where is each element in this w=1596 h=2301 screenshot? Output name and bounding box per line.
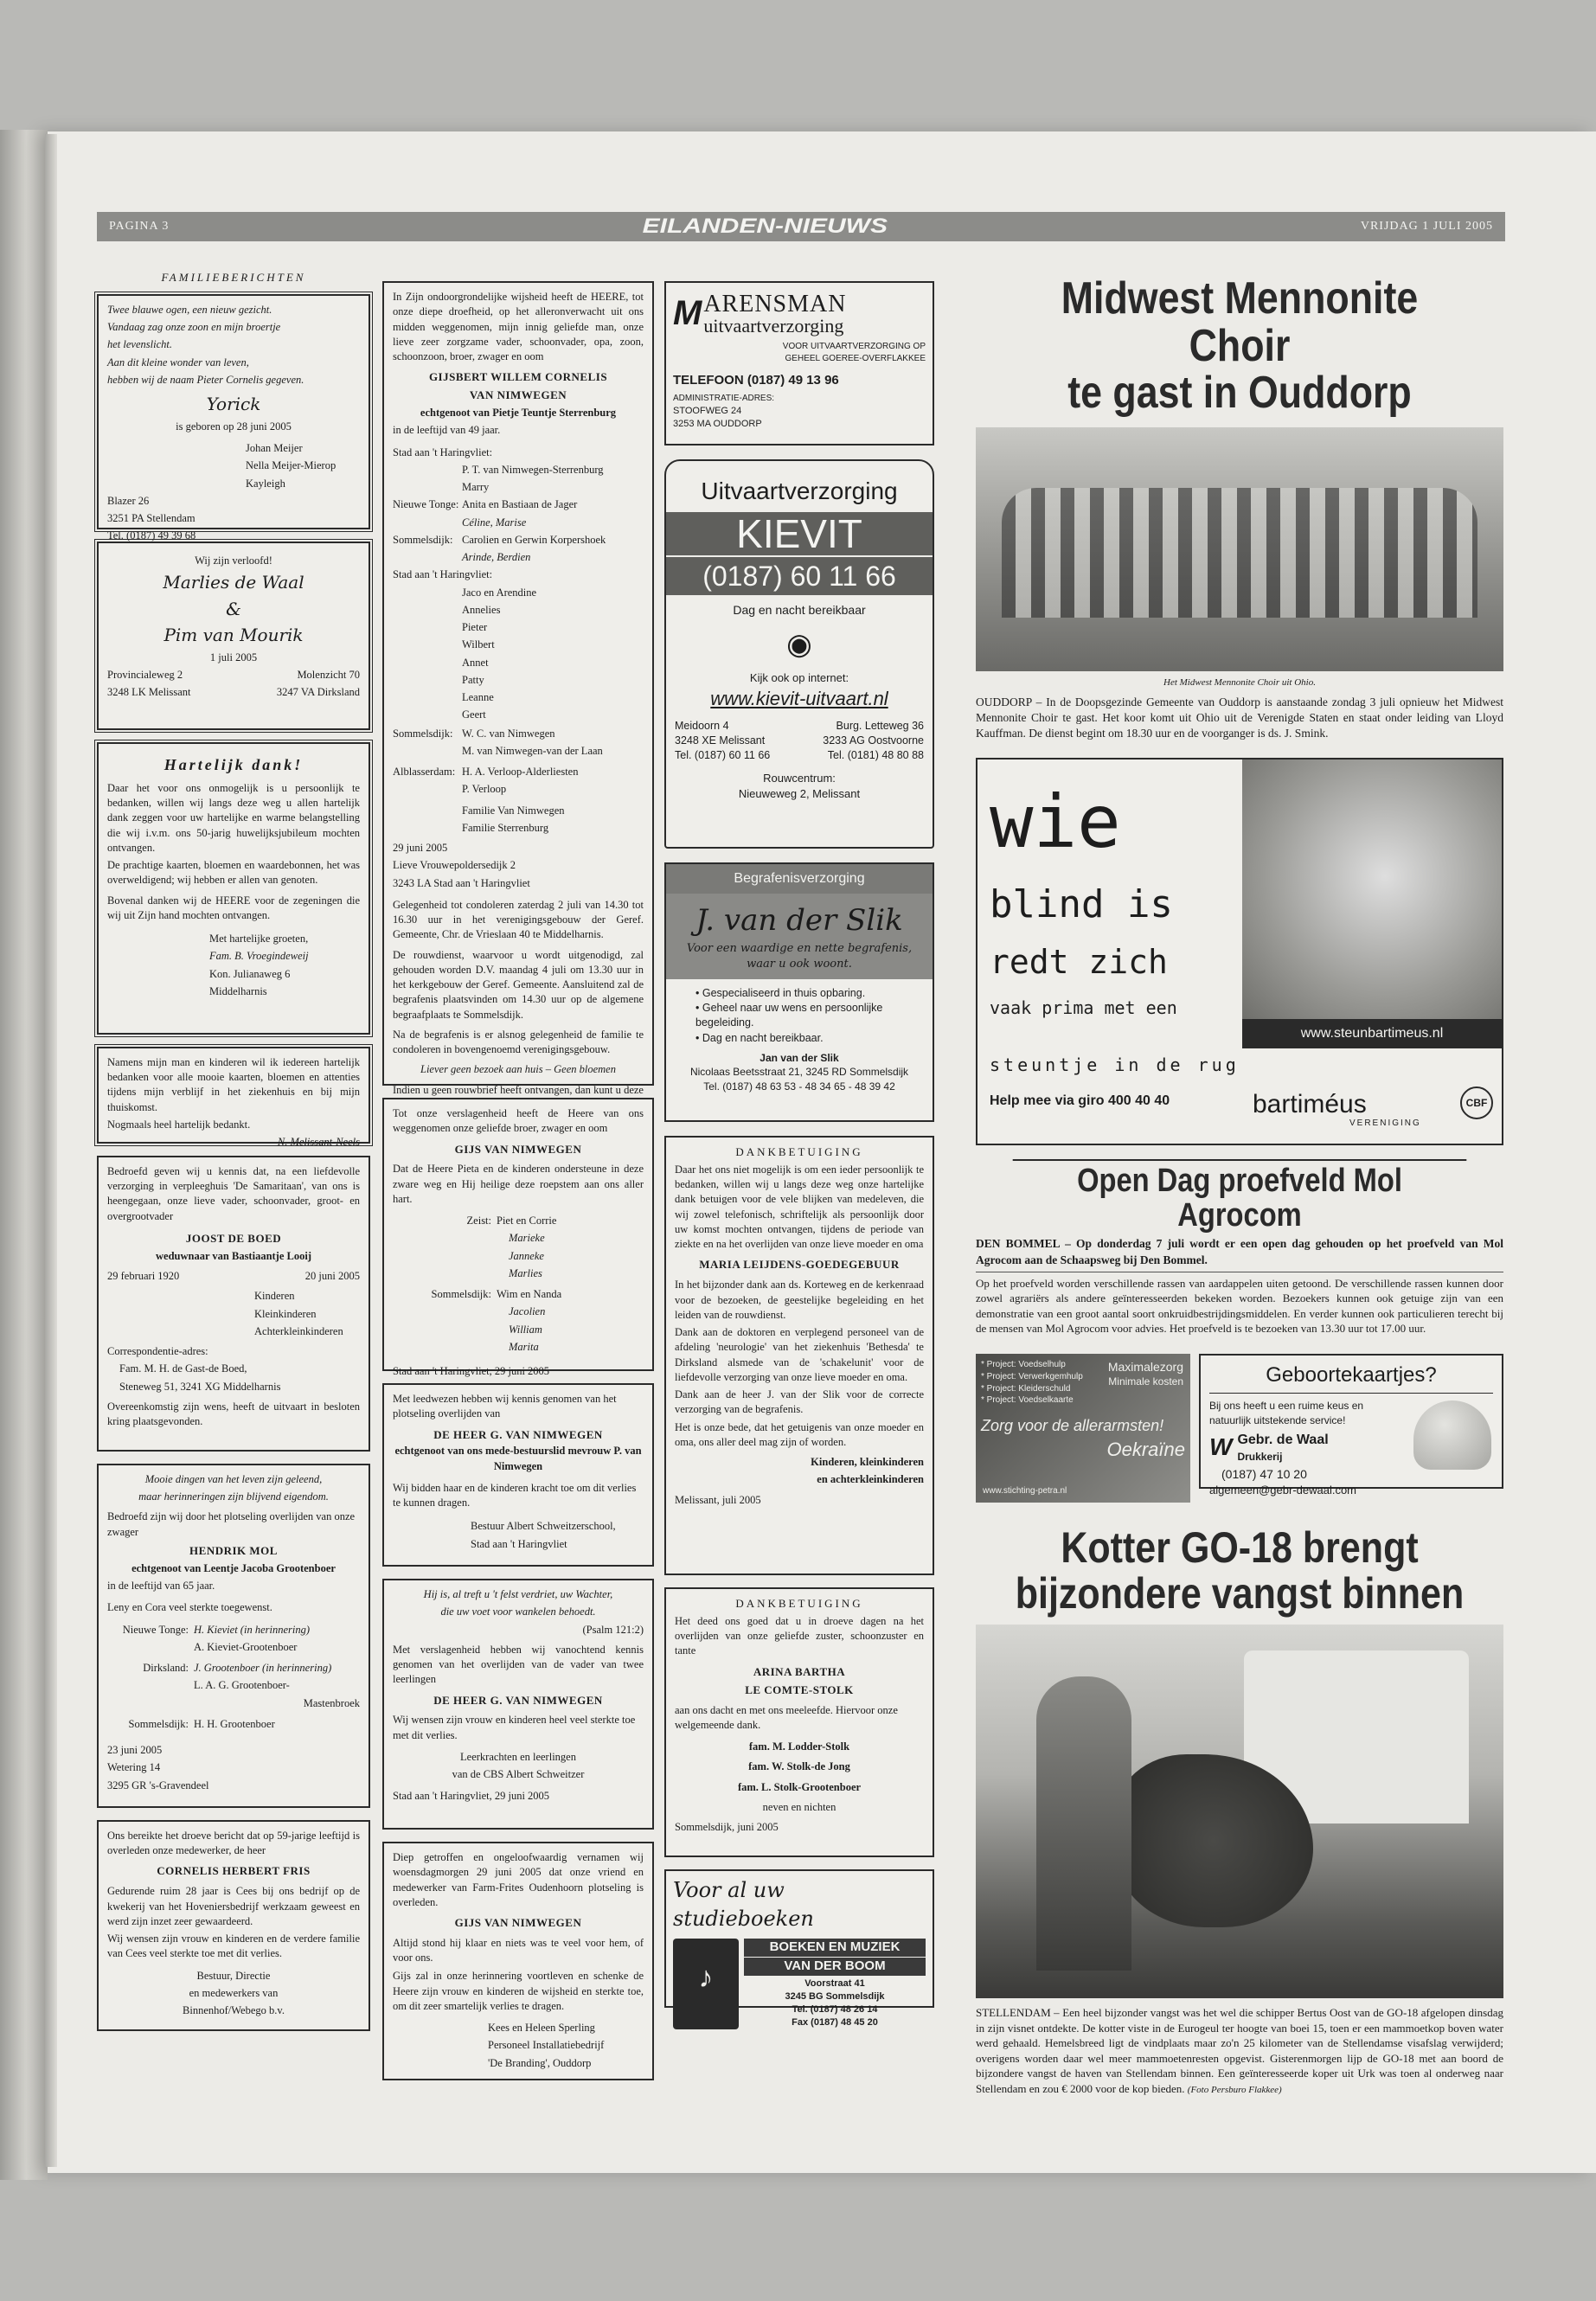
address-line: 3295 GR 's-Gravendeel bbox=[107, 1779, 209, 1791]
slogan: Voor een waardige en nette begrafenis, bbox=[686, 941, 913, 955]
gebr-de-waal-ad bbox=[1199, 1354, 1503, 1497]
relatives: Kleinkinderen bbox=[254, 1307, 317, 1320]
obituary-text: Gedurende ruim 28 jaar is Cees bij ons bedrijf op de kwekerij van het Hoveniersbedrijf werkzaam geweest en werd zijn inzet zeer gewaardeerd. bbox=[107, 1885, 360, 1927]
obituary-de-boed bbox=[97, 1156, 370, 1452]
bartimeus-ad bbox=[976, 758, 1503, 1145]
thanks-text: De prachtige kaarten, bloemen en waardebonnen, het was overweldigend; wij hebben er allen van genoten. bbox=[107, 859, 360, 887]
relative-place: Dirksland: bbox=[143, 1662, 189, 1675]
obituary-intro: Bedroefd geven wij u kennis dat, na een liefdevolle verzorging in verpleeghuis 'De Samaritaan', van ons is heengegaan, onze lieve vader, schoonvader, groot- en overgrootvader bbox=[107, 1164, 360, 1222]
address-line: Voorstraat 41 bbox=[804, 1977, 865, 1989]
signature-line: Kon. Julianaweg 6 bbox=[209, 967, 291, 980]
fiance-name: Pim van Mourik bbox=[163, 625, 304, 646]
relative-name: H. Kieviet (in herinnering) bbox=[194, 1623, 310, 1636]
relative-place: Sommelsdijk: bbox=[128, 1717, 189, 1730]
deceased-subtitle: echtgenoot van Pietje Teuntje Sterrenburg bbox=[420, 407, 617, 420]
issue-date: VRIJDAG 1 JULI 2005 bbox=[1360, 220, 1493, 233]
birth-line: Aan dit kleine wonder van leven, bbox=[107, 356, 249, 369]
phone-number: Tel. (0187) 48 26 14 bbox=[792, 2003, 878, 2015]
funeral-note: Overeenkomstig zijn wens, heeft de uitvaart in besloten kring plaatsgevonden. bbox=[107, 1400, 360, 1428]
column-obituaries bbox=[382, 281, 654, 2093]
choir-article: OUDDORP – In de Doopsgezinde Gemeente van Ouddorp is aanstaande zondag 3 juli opnieuw het Midwest Mennonite Choir te gast. Het koor komt uit Ohio uit de Verenigde Staten en staat onder leiding van Lloyd Kauffman. De dienst begint om 18.30 uur en de voorganger is ds. J. Smink. bbox=[976, 695, 1503, 740]
company-name: J. van der Slik bbox=[695, 903, 903, 939]
service-item: Dag en nacht bereikbaar. bbox=[702, 1031, 824, 1044]
deceased-name: HENDRIK MOL bbox=[189, 1543, 278, 1557]
tagline: VOOR UITVAARTVERZORGING OP bbox=[782, 342, 926, 352]
obituary-mol bbox=[97, 1464, 370, 1808]
correspondence-line: Fam. M. H. de Gast-de Boed, bbox=[119, 1362, 247, 1375]
obituary-text: Wij bidden haar en de kinderen kracht toe om dit verlies te kunnen dragen. bbox=[393, 1481, 637, 1509]
condolence-info: Na de begrafenis is er alsnog gelegenheid de familie te condoleren in bovengenoemd verenigingsgebouw. bbox=[393, 1028, 644, 1056]
signature-line: Kees en Heleen Sperling bbox=[488, 2022, 595, 2035]
project-item: * Project: Verwerkgemhulp bbox=[981, 1371, 1083, 1381]
thanks-title: DANKBETUIGING bbox=[735, 1597, 863, 1610]
thank-you-neels bbox=[97, 1047, 370, 1149]
relative-name: H. H. Grootenboer bbox=[194, 1717, 275, 1730]
fiancee-name: Marlies de Waal bbox=[163, 572, 304, 593]
choir-headline bbox=[1013, 275, 1467, 417]
deceased-name: GIJS VAN NIMWEGEN bbox=[454, 1142, 582, 1156]
relative-name: Patty bbox=[462, 673, 484, 686]
engagement-date: 1 juli 2005 bbox=[209, 651, 258, 663]
relative-name: Piet en Corrie bbox=[497, 1215, 557, 1227]
relative-name: Wilbert bbox=[462, 638, 495, 651]
address-label: ADMINISTRATIE-ADRES: bbox=[673, 394, 775, 404]
signature-line: Leerkrachten en leerlingen bbox=[460, 1750, 576, 1763]
relative-name: H. A. Verloop-Alderliesten bbox=[462, 766, 579, 779]
obituary-intro: Ons bereikte het droeve bericht dat op 59-jarige leeftijd is overleden onze medewerker, de heer bbox=[107, 1829, 360, 1857]
company-sub: uitvaartverzorging bbox=[703, 314, 844, 336]
address-line: Tel. (0187) 49 39 68 bbox=[107, 529, 196, 542]
signature-line: Met hartelijke groeten, bbox=[209, 933, 309, 945]
address-line: 3247 VA Dirksland bbox=[276, 686, 360, 699]
relative-name: Wim en Nanda bbox=[497, 1288, 562, 1301]
obituary-text: Wij wensen zijn vrouw en kinderen en de verdere familie van Cees veel sterkte toe met dit verlies. bbox=[107, 1932, 360, 1960]
van-der-slik-ad: Begrafenisverzorging J. van der Slik Voor een waardige en nette begrafenis, waar u ook woont. • Gespecialiseerd in thuis opbaring. • Geheel naar uw wens en persoonlijke begeleiding. • Dag en nacht bereikbaar. Jan van der Slik Nicolaas Beetsstraat 21, 3245 RD Sommelsdijk Tel. (0187) 48 63 53 - 48 34 65 - 48 39 42 bbox=[664, 862, 934, 1122]
relative-name: Anita en Bastiaan de Jager bbox=[462, 498, 578, 511]
relative-place: Nieuwe Tonge: bbox=[393, 498, 459, 511]
kotter-photo bbox=[976, 1625, 1503, 1998]
relative-name: Jaco en Arendine bbox=[462, 586, 537, 599]
obituary-van-nimwegen-family bbox=[382, 281, 654, 1096]
correspondence-label: Correspondentie-adres: bbox=[107, 1345, 208, 1358]
contact-name: Jan van der Slik bbox=[760, 1051, 839, 1064]
baby-photo bbox=[1413, 1400, 1491, 1470]
agrocom-article: Op het proefveld worden verschillende rassen van aardappelen uiten getoond. De verschillende rassen kunnen door zowel agrariërs als andere geïnteresseerden bekeken worden. Bezoekers kunnen ook getuige zijn van een demonstratie van een groot aantal soort onkruidbestrijdingsmiddelen. En verder kunnen ook particulieren terecht bij de mensen van Mol Agrocom voor advies. Het proefveld is te bezoeken van 13.30 uur tot 17.00 uur. bbox=[976, 1276, 1503, 1336]
relatives: Kinderen bbox=[254, 1290, 295, 1303]
parent-name: Nella Meijer-Mierop bbox=[246, 459, 337, 472]
deceased-age: in de leeftijd van 65 jaar. bbox=[107, 1580, 215, 1593]
address-line: 3233 AG Oostvoorne bbox=[823, 734, 924, 747]
address-line: Burg. Letteweg 36 bbox=[836, 719, 924, 732]
obituary-text: Gijs zal in onze herinnering voortleven en schenke de Heere zijn vrouw en kinderen de wijsheid en sterkte toe, om dit zeer smartelijk verlies te dragen. bbox=[393, 1970, 644, 2012]
address-line: 3248 LK Melissant bbox=[107, 686, 191, 699]
deceased-name: DE HEER G. VAN NIMWEGEN bbox=[433, 1427, 603, 1441]
place-date: Sommelsdijk, juni 2005 bbox=[675, 1821, 779, 1834]
relative-name: L. A. G. Grootenboer- bbox=[194, 1679, 290, 1692]
thanks-text: Bovenal danken wij de HEERE voor de zegeningen die wij uit Zijn hand mochten ontvangen. bbox=[107, 894, 360, 921]
verse-line: Hij is, al treft u 't felst verdriet, uw Wachter, bbox=[423, 1588, 613, 1600]
fisherman-icon bbox=[1036, 1676, 1131, 1971]
address-line: 3253 MA OUDDORP bbox=[673, 419, 762, 430]
relative-name: W. C. van Nimwegen bbox=[462, 727, 555, 740]
obituary-intro: Diep getroffen en ongeloofwaardig vernamen wij woensdagmorgen 29 juni 2005 dat onze vriend en medewerker van Farm-Frites Oudenhoorn plotseling is overleden. bbox=[393, 1851, 644, 1908]
thanks-text: Dank aan de heer J. van der Slik voor de correcte verzorging van de begrafenis. bbox=[675, 1388, 924, 1416]
arensman-logo-icon: M bbox=[673, 294, 697, 332]
deceased-name: VAN NIMWEGEN bbox=[469, 388, 567, 402]
family-name: fam. M. Lodder-Stolk bbox=[748, 1740, 850, 1753]
deceased-subtitle: echtgenoot van ons mede-bestuurslid mevrouw P. van Nimwegen bbox=[394, 1445, 642, 1472]
relative-name: Mastenbroek bbox=[303, 1696, 360, 1709]
relative-name: Jacolien bbox=[509, 1305, 546, 1318]
deceased-name: DE HEER G. VAN NIMWEGEN bbox=[433, 1693, 603, 1707]
section-header: FAMILIEBERICHTEN bbox=[161, 271, 306, 284]
deceased-subtitle: echtgenoot van Leentje Jacoba Grootenboer bbox=[131, 1561, 336, 1574]
obituary-fris bbox=[97, 1820, 370, 2031]
slogan-word: wie bbox=[990, 779, 1121, 864]
verse-line: Mooie dingen van het leven zijn geleend, bbox=[144, 1472, 323, 1485]
funeral-center-label: Rouwcentrum: bbox=[763, 771, 836, 785]
correspondence-line: Steneweg 51, 3241 XG Middelharnis bbox=[119, 1380, 281, 1393]
obituary-gijs-family bbox=[382, 1098, 654, 1378]
engagement-announcement bbox=[97, 542, 370, 730]
funeral-center-address: Nieuweweg 2, Melissant bbox=[738, 786, 861, 800]
verse-line: maar herinneringen zijn blijvend eigendom. bbox=[138, 1490, 329, 1503]
company-name: BOEKEN EN MUZIEK bbox=[744, 1939, 926, 1957]
deceased-age: in de leeftijd van 49 jaar. bbox=[393, 424, 501, 437]
thanks-text: In het bijzonder dank aan ds. Korteweg en de kerkenraad voor de bezoeken, de geestelijke begeleiding en het leiden van de rouwdienst. bbox=[675, 1279, 924, 1321]
promo-text: Zorg voor de allerarmsten! bbox=[981, 1417, 1164, 1435]
parent-name: Johan Meijer bbox=[246, 442, 303, 455]
ampersand: & bbox=[226, 598, 241, 619]
newspaper-logo: EILANDEN-NIEUWS bbox=[642, 215, 888, 238]
thanks-title: Hartelijk dank! bbox=[163, 755, 304, 773]
page-gutter bbox=[45, 134, 57, 2167]
obituary-intro: Tot onze verslagenheid heeft de Heere van ons weggenomen onze geliefde broer, zwager en oom bbox=[393, 1107, 644, 1135]
address-line: Blazer 26 bbox=[107, 494, 150, 507]
brand-sub: VERENIGING bbox=[1349, 1118, 1421, 1128]
relative-name: William bbox=[509, 1323, 542, 1336]
birth-line: het levenslicht. bbox=[107, 338, 172, 351]
promo-text: Oekraïne bbox=[1106, 1439, 1185, 1461]
relative-place: Sommelsdijk: bbox=[393, 727, 453, 740]
web-label: Kijk ook op internet: bbox=[749, 670, 849, 684]
wishes-text: Leny en Cora veel sterkte toegewenst. bbox=[107, 1601, 272, 1614]
deceased-name: GIJSBERT WILLEM CORNELIS bbox=[428, 370, 608, 384]
choir-photo bbox=[976, 427, 1503, 671]
photo-caption: Het Midwest Mennonite Choir uit Ohio. bbox=[1163, 676, 1316, 688]
birth-line: hebben wij de naam Pieter Cornelis gegeven. bbox=[107, 373, 304, 386]
relative-name: Janneke bbox=[509, 1249, 544, 1262]
address-line: Provincialeweg 2 bbox=[107, 669, 183, 682]
relative-name: P. T. van Nimwegen-Sterrenburg bbox=[462, 463, 604, 476]
ad-title: Geboortekaartjes? bbox=[1209, 1361, 1493, 1394]
relative-name: Arinde, Berdien bbox=[462, 551, 531, 564]
company-name: VAN DER BOOM bbox=[744, 1957, 926, 1976]
signature-line: Binnenhof/Webego b.v. bbox=[183, 2004, 285, 2017]
family-name: fam. W. Stolk-de Jong bbox=[748, 1760, 850, 1773]
brand-name: bartiméus bbox=[1253, 1089, 1367, 1118]
address-line: Molenzicht 70 bbox=[297, 669, 360, 682]
relative-place: Stad aan 't Haringvliet: bbox=[393, 445, 493, 458]
obituary-intro: Bedroefd zijn wij door het plotseling overlijden van onze zwager bbox=[107, 1510, 356, 1538]
relative-name: P. Verloop bbox=[462, 783, 507, 796]
deceased-name: MARIA LEIJDENS-GOEDEGEBUUR bbox=[699, 1258, 900, 1272]
ad-title: Begrafenisverzorging bbox=[666, 864, 933, 894]
address-line: 3245 BG Sommelsdijk bbox=[785, 1990, 885, 2002]
signature-line: van de CBS Albert Schweitzer bbox=[452, 1768, 585, 1781]
relative-name: Annet bbox=[462, 656, 489, 669]
headline-line: Midwest Mennonite Choir bbox=[1061, 273, 1419, 371]
relative-name: Marry bbox=[462, 481, 490, 494]
signature-line: Bestuur, Directie bbox=[196, 1969, 271, 1982]
relative-name: M. van Nimwegen-van der Laan bbox=[462, 744, 603, 757]
address-line: Tel. (0181) 48 80 88 bbox=[827, 749, 924, 762]
photo-credit: (Foto Persburo Flakkee) bbox=[1187, 2084, 1282, 2095]
column-news bbox=[976, 275, 1503, 2097]
notice-text: Indien u geen rouwbrief heeft ontvangen, dan kunt u deze bbox=[393, 1083, 644, 1096]
agrocom-headline: Open Dag proefveld Mol Agrocom bbox=[1013, 1159, 1467, 1234]
slogan-word: vaak prima met een bbox=[990, 997, 1177, 1018]
signature-line: en medewerkers van bbox=[189, 1986, 279, 1999]
left-page-edge bbox=[0, 130, 48, 2180]
relative-name: Marieke bbox=[509, 1232, 545, 1245]
obituary-text: Altijd stond hij klaar en niets was te veel voor hem, of voor ons. bbox=[393, 1936, 644, 1965]
thanks-text: Daar het ons niet mogelijk is om een ieder persoonlijk te bedanken, willen wij u langs deze weg onze hartelijke dank betuigen voor de vele blijken van medeleven, die wij zowel telefonisch, schriftelijk als persoonlijk door uw komst mochten ontvangen, tijdens de periode van ziekte en na het overlijden van onze lieve moeder en oma bbox=[675, 1163, 924, 1251]
birth-date: is geboren op 28 juni 2005 bbox=[176, 420, 292, 433]
relatives: Achterkleinkinderen bbox=[254, 1324, 343, 1337]
ad-text: Bij ons heeft u een ruime keus en bbox=[1209, 1400, 1364, 1413]
donation-giro: Help mee via giro 400 40 40 bbox=[990, 1093, 1170, 1108]
waal-logo-icon: W bbox=[1209, 1433, 1233, 1461]
deceased-name: JOOST DE BOED bbox=[185, 1231, 282, 1245]
signature-line: Personeel Installatiebedrijf bbox=[488, 2039, 605, 2052]
relative-name: Geert bbox=[462, 708, 486, 721]
birth-date: 29 februari 1920 bbox=[107, 1270, 180, 1283]
slogan: waar u ook woont. bbox=[747, 957, 852, 971]
ads-row bbox=[976, 1354, 1503, 1503]
relative-name: Marita bbox=[509, 1340, 539, 1353]
signature-line: Bestuur Albert Schweitzerschool, bbox=[471, 1520, 616, 1533]
thanks-text: Het deed ons goed dat u in droeve dagen na het overlijden van onze geliefde zuster, schoonzuster en tante bbox=[675, 1614, 924, 1657]
signature-line: 'De Branding', Ouddorp bbox=[488, 2056, 592, 2069]
promo-text: Maximalezorg bbox=[1107, 1360, 1183, 1375]
headline-line: bijzondere vangst binnen bbox=[1015, 1568, 1465, 1618]
address-line: Lieve Vrouwepoldersedijk 2 bbox=[393, 859, 516, 872]
thanks-text: Daar het voor ons onmogelijk is u persoonlijk te bedanken, willen wij langs deze weg u allen hartelijk dank zeggen voor uw hartelijke en warme belangstelling die wij i.v.m. ons 50-jarig huwelijksjubileum mochten ontvangen. bbox=[107, 781, 360, 854]
relative-place: Sommelsdijk: bbox=[431, 1288, 491, 1301]
kievit-ad bbox=[664, 459, 934, 849]
deceased-name: CORNELIS HERBERT FRIS bbox=[157, 1864, 311, 1878]
sibling-name: Kayleigh bbox=[246, 477, 285, 490]
agrocom-lead: DEN BOMMEL – Op donderdag 7 juli wordt er een open dag gehouden op het proefveld van Mol Agrocom aan de Schaapsweg bij Den Bommel. bbox=[976, 1236, 1503, 1272]
relative-name: Carolien en Gerwin Korpershoek bbox=[462, 533, 606, 546]
birth-announcement bbox=[97, 294, 370, 542]
thanks-text: Dank aan de doktoren en verplegend personeel van de afdeling 'neurologie' van het ziekenhuis 'Bethesda' te Dirksland alsmede van de 'schakelunit' voor de liefdevolle verzorging van onze lieve moeder en oma. bbox=[675, 1326, 924, 1383]
company-name: ARENSMAN bbox=[703, 290, 847, 317]
tagline: GEHEEL GOEREE-OVERFLAKKEE bbox=[785, 353, 926, 363]
relative-name: Familie Sterrenburg bbox=[462, 821, 549, 834]
project-item: * Project: Kleiderschuld bbox=[981, 1383, 1071, 1394]
slogan-word: steuntje in de rug bbox=[990, 1054, 1240, 1075]
slogan-word: blind is bbox=[990, 881, 1173, 926]
project-item: * Project: Voedselhulp bbox=[981, 1360, 1066, 1370]
service-item: Geheel naar uw wens en persoonlijke begeleiding. bbox=[695, 1002, 883, 1029]
address-line: Meidoorn 4 bbox=[675, 719, 729, 732]
signature-line: Stad aan 't Haringvliet bbox=[471, 1537, 567, 1550]
thanks-leijdens bbox=[664, 1136, 934, 1575]
death-date: 20 juni 2005 bbox=[304, 1270, 360, 1283]
engagement-title: Wij zijn verloofd! bbox=[195, 554, 272, 567]
website-link[interactable]: www.steunbartimeus.nl bbox=[1242, 1019, 1502, 1048]
thanks-le-comte bbox=[664, 1587, 934, 1857]
address-line: Tel. (0187) 60 11 66 bbox=[675, 749, 771, 762]
thanks-text: Nogmaals heel hartelijk bedankt. bbox=[107, 1118, 251, 1131]
family-name: neven en nichten bbox=[762, 1800, 836, 1813]
verse-line: die uw voet voor wankelen behoedt. bbox=[440, 1606, 596, 1618]
phone-number: TELEFOON (0187) 49 13 96 bbox=[673, 372, 839, 388]
deceased-name: LE COMTE-STOLK bbox=[745, 1682, 854, 1696]
relative-name: Familie Van Nimwegen bbox=[462, 804, 565, 817]
thanks-text: Namens mijn man en kinderen wil ik iedereen hartelijk bedanken voor alle mooie kaarten, bloemen en attenties tijdens mijn verblijf in het ziekenhuis en bij mijn thuiskomst. bbox=[107, 1055, 360, 1113]
petra-charity-ad bbox=[976, 1354, 1190, 1503]
ad-title: Uitvaartverzorging bbox=[701, 478, 898, 504]
email-link[interactable]: algemeen@gebr-dewaal.com bbox=[1209, 1484, 1357, 1497]
address-line: STOOFWEG 24 bbox=[673, 406, 742, 417]
child-photo bbox=[1242, 760, 1502, 1019]
signature-line: en achterkleinkinderen bbox=[817, 1473, 924, 1486]
page-number: PAGINA 3 bbox=[109, 220, 170, 233]
signature-name: Fam. B. Vroegindeweij bbox=[209, 950, 309, 963]
place-date: Melissant, juli 2005 bbox=[675, 1493, 761, 1506]
relative-name: J. Grootenboer (in herinnering) bbox=[194, 1662, 332, 1675]
fax-number: Fax (0187) 48 45 20 bbox=[792, 2017, 878, 2029]
deceased-name: ARINA BARTHA bbox=[753, 1664, 846, 1678]
relative-name: Pieter bbox=[462, 621, 488, 634]
obituary-farm-frites bbox=[382, 1842, 654, 2080]
address-line: Wetering 14 bbox=[107, 1761, 161, 1774]
phone-number: (0187) 60 11 66 bbox=[666, 555, 933, 595]
slogan-word: redt zich bbox=[990, 942, 1168, 981]
verse-reference: (Psalm 121:2) bbox=[582, 1623, 644, 1636]
obituary-intro: In Zijn ondoorgrondelijke wijsheid heeft de HEERE, tot onze diepe droefheid, op het alleronverwacht uit ons midden weggenomen, mijn innig geliefde man, onze lieve zeer zorgzame vader, schoonvader, opa, zoon, schoonzoon, broer, zwager en oom bbox=[393, 291, 644, 362]
headline-line: Kotter GO-18 brengt bbox=[1061, 1523, 1419, 1573]
signature-name: N. Melissant-Neels bbox=[277, 1136, 360, 1149]
family-name: fam. L. Stolk-Grootenboer bbox=[737, 1780, 862, 1793]
obituary-school-board bbox=[382, 1383, 654, 1567]
thank-you-notice bbox=[97, 742, 370, 1035]
promo-url[interactable]: www.stichting-petra.nl bbox=[983, 1486, 1067, 1497]
address-line: 3251 PA Stellendam bbox=[107, 512, 195, 525]
masthead bbox=[97, 212, 1505, 241]
relative-name: Céline, Marise bbox=[462, 516, 527, 529]
address-line: 3248 XE Melissant bbox=[675, 734, 766, 747]
van-der-boom-ad bbox=[664, 1869, 934, 2029]
company-name: KIEVIT bbox=[666, 512, 933, 556]
contact-address: Nicolaas Beetsstraat 21, 3245 RD Sommelsdijk bbox=[689, 1066, 909, 1079]
project-item: * Project: Voedselkaarte bbox=[981, 1395, 1074, 1406]
relative-place: Zeist: bbox=[466, 1215, 491, 1227]
condolence-info: Gelegenheid tot condoleren zaterdag 2 juli van 14.30 tot 16.30 uur in het verenigingsgebouw der Geref. Gemeente, Chr. de Vrieslaan 40 te Middelharnis. bbox=[393, 898, 644, 941]
thanks-title: DANKBETUIGING bbox=[735, 1145, 863, 1158]
baby-name: Yorick bbox=[206, 394, 261, 415]
funeral-info: De rouwdienst, waarvoor u wordt uitgenodigd, zal gehouden worden D.V. maandag 4 juli om 13.30 uur in het kerkgebouw der Geref. Gemeente. Aansluitend zal de begrafenis plaatsvinden om 14.30 uur op de algemene begraafplaats te Sommelsdijk. bbox=[393, 948, 644, 1021]
kotter-article: STELLENDAM – Een heel bijzonder vangst was het wel die schipper Bertus Oost van de GO-18 afgelopen dinsdag in zijn visnet ontdekte. De kotter viste in de Eurogeul ter hoogte van boei 15, toen er een mammoetkop boven water werd gehaald. Hemelsbreed ligt de vindplaats maar zo'n 25 kilometer van de Stellendamse visafslag verwijderd; overigens worden daar wel meer mammoetenresten opgevist. Gisterenmorgen lijp de GO-18 met aan boord de bijzondere vangst de haven van Stellendam binnen. Een geïnteresseerde koper uit Urk was toen al onderweg naar Stellendam en zou € 2000 voor de kop bieden. bbox=[976, 2006, 1503, 2095]
address-line: 3243 LA Stad aan 't Haringvliet bbox=[393, 876, 530, 889]
website-link[interactable]: www.kievit-uitvaart.nl bbox=[710, 687, 888, 709]
relative-name: Annelies bbox=[462, 603, 501, 616]
kotter-headline bbox=[1013, 1525, 1467, 1616]
obituary-intro: Met leedwezen hebben wij kennis genomen van het plotseling overlijden van bbox=[393, 1393, 617, 1420]
brand-sub: Drukkerij bbox=[1237, 1451, 1283, 1464]
arensman-ad bbox=[664, 281, 934, 445]
thanks-text: aan ons dacht en met ons meeleefde. Hiervoor onze welgemeende dank. bbox=[675, 1703, 898, 1731]
obituary-text: Dat de Heere Pieta en de kinderen ondersteune in deze zware weg en Hij heilige deze roepstem aan ons aller hart. bbox=[393, 1163, 644, 1205]
relative-place: Nieuwe Tonge: bbox=[122, 1623, 189, 1636]
signature-line: Kinderen, kleinkinderen bbox=[811, 1456, 924, 1469]
bird-emblem-icon: ◉ bbox=[786, 627, 812, 661]
availability-text: Dag en nacht bereikbaar bbox=[733, 603, 866, 618]
place-date: Stad aan 't Haringvliet, 29 juni 2005 bbox=[393, 1365, 550, 1378]
choir-group-icon bbox=[1002, 488, 1477, 618]
service-item: Gespecialiseerd in thuis opbaring. bbox=[702, 986, 866, 999]
wishes-text: Liever geen bezoek aan huis – Geen bloemen bbox=[420, 1063, 616, 1076]
contact-phone: Tel. (0187) 48 63 53 - 48 34 65 - 48 39 42 bbox=[703, 1080, 895, 1093]
address-line: 23 juni 2005 bbox=[107, 1744, 163, 1757]
birth-line: Vandaag zag onze zoon en mijn broertje bbox=[107, 321, 281, 334]
place-date: Stad aan 't Haringvliet, 29 juni 2005 bbox=[393, 1790, 550, 1803]
deceased-subtitle: weduwnaar van Bastiaantje Looij bbox=[156, 1249, 311, 1262]
relative-name: Leanne bbox=[462, 691, 494, 704]
relative-place: Stad aan 't Haringvliet: bbox=[393, 568, 493, 581]
relative-place: Sommelsdijk: bbox=[393, 533, 453, 546]
slogan: Voor al uw studieboeken bbox=[673, 1878, 814, 1932]
obituary-text: Wij wensen zijn vrouw en kinderen heel veel sterkte toe met dit verlies. bbox=[393, 1714, 636, 1741]
relative-name: Marlies bbox=[509, 1266, 542, 1279]
column-ads bbox=[664, 281, 934, 2029]
birth-line: Twee blauwe ogen, een nieuw gezicht. bbox=[107, 303, 272, 316]
brand-name: Gebr. de Waal bbox=[1237, 1433, 1329, 1448]
obituary-intro: Met verslagenheid hebben wij vanochtend kennis genomen van het overlijden van de vader van twee leerlingen bbox=[393, 1643, 644, 1686]
address-line: 29 juni 2005 bbox=[393, 842, 448, 855]
relative-place: Alblasserdam: bbox=[393, 766, 456, 779]
obituary-school bbox=[382, 1579, 654, 1830]
column-family bbox=[97, 270, 370, 2043]
cbf-badge-icon: CBF bbox=[1460, 1086, 1493, 1119]
promo-text: Minimale kosten bbox=[1108, 1375, 1183, 1388]
phone-number: (0187) 47 10 20 bbox=[1221, 1466, 1307, 1481]
music-book-icon: ♪ bbox=[673, 1939, 739, 2029]
ad-text: natuurlijk uitstekende service! bbox=[1209, 1413, 1346, 1426]
relative-name: A. Kieviet-Grootenboer bbox=[194, 1640, 298, 1653]
signature-line: Middelharnis bbox=[209, 984, 267, 997]
deceased-name: GIJS VAN NIMWEGEN bbox=[454, 1916, 582, 1929]
thanks-text: Het is onze bede, dat het getuigenis van onze moeder en oma, ons aller deel mag zijn of worden. bbox=[675, 1420, 924, 1448]
headline-line: te gast in Ouddorp bbox=[1067, 368, 1412, 419]
